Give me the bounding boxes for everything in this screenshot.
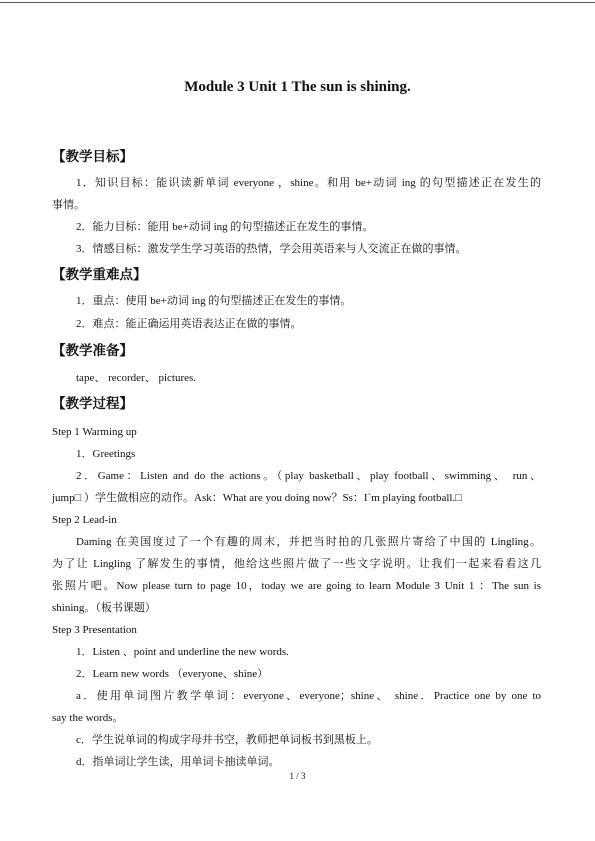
step-3-item-d: d．指单词让学生读，用单词卡抽读单词。 (76, 756, 280, 768)
step-1-title: Step 1 Warming up (52, 426, 137, 438)
step-2-title: Step 2 Lead-in (52, 514, 117, 526)
goal-item-1-line-2: 事情。 (52, 199, 85, 211)
step-3-item-a-line-1: a．使用单词图片教学单词：everyone、everyone；shine、 shine．Practice one by one to (76, 690, 541, 702)
step-3-item-1: 1．Listen 、point and underline the new words. (76, 646, 289, 658)
key-point-1: 1．重点：使用 be+动词 ing 的句型描述正在发生的事情。 (76, 295, 352, 307)
step-2-paragraph-line-2: 为了让 Lingling 了解发生的事情，他给这些照片做了一些文字说明。让我们一起来看看这几 (52, 558, 541, 570)
step-2-paragraph-line-1: Daming 在美国度过了一个有趣的周末，并把当时拍的几张照片寄给了中国的 Lingling。 (76, 536, 541, 548)
top-rule (0, 2, 595, 3)
step-3-item-c: c．学生说单词的构成字母并书空，教师把单词板书到黑板上。 (76, 734, 378, 746)
key-point-2: 2．难点：能正确运用英语表达正在做的事情。 (76, 318, 302, 330)
step-2-paragraph-line-3: 张照片吧。Now please turn to page 10，today we are going to learn Module 3 Unit 1 ：The sun is (52, 580, 541, 592)
step-2-paragraph-line-4: shining。（板书课题） (52, 602, 156, 614)
step-3-item-2: 2．Learn new words （everyone、shine） (76, 668, 269, 680)
section-heading-goals: 【教学目标】 (52, 149, 133, 164)
goal-item-3: 3．情感目标：激发学生学习英语的热情，学会用英语来与人交流正在做的事情。 (76, 243, 467, 255)
goal-item-1-line-1: 1．知识目标：能识读新单词 everyone ，shine。和用 be+动词 ing 的句型描述正在发生的 (76, 177, 541, 189)
step-1-item-2-line-2: jump□ ）学生做相应的动作。Ask：What are you doing now？Ss：I`m playing football.□ (52, 492, 462, 504)
preparation-items: tape、 recorder、 pictures. (76, 372, 197, 384)
step-1-item-1: 1．Greetings (76, 448, 136, 460)
section-heading-key-points: 【教学重难点】 (52, 267, 147, 282)
page-title: Module 3 Unit 1 The sun is shining. (184, 79, 411, 95)
page-number: 1 / 3 (289, 771, 306, 781)
goal-item-2: 2．能力目标：能用 be+动词 ing 的句型描述正在发生的事情。 (76, 221, 374, 233)
step-3-title: Step 3 Presentation (52, 624, 137, 636)
step-1-item-2-line-1: 2．Game：Listen and do the actions。（play basketball、play football、swimming、 run、 (76, 470, 541, 482)
section-heading-process: 【教学过程】 (52, 396, 133, 411)
section-heading-preparation: 【教学准备】 (52, 343, 133, 358)
step-3-item-a-line-2: say the words。 (52, 712, 124, 724)
